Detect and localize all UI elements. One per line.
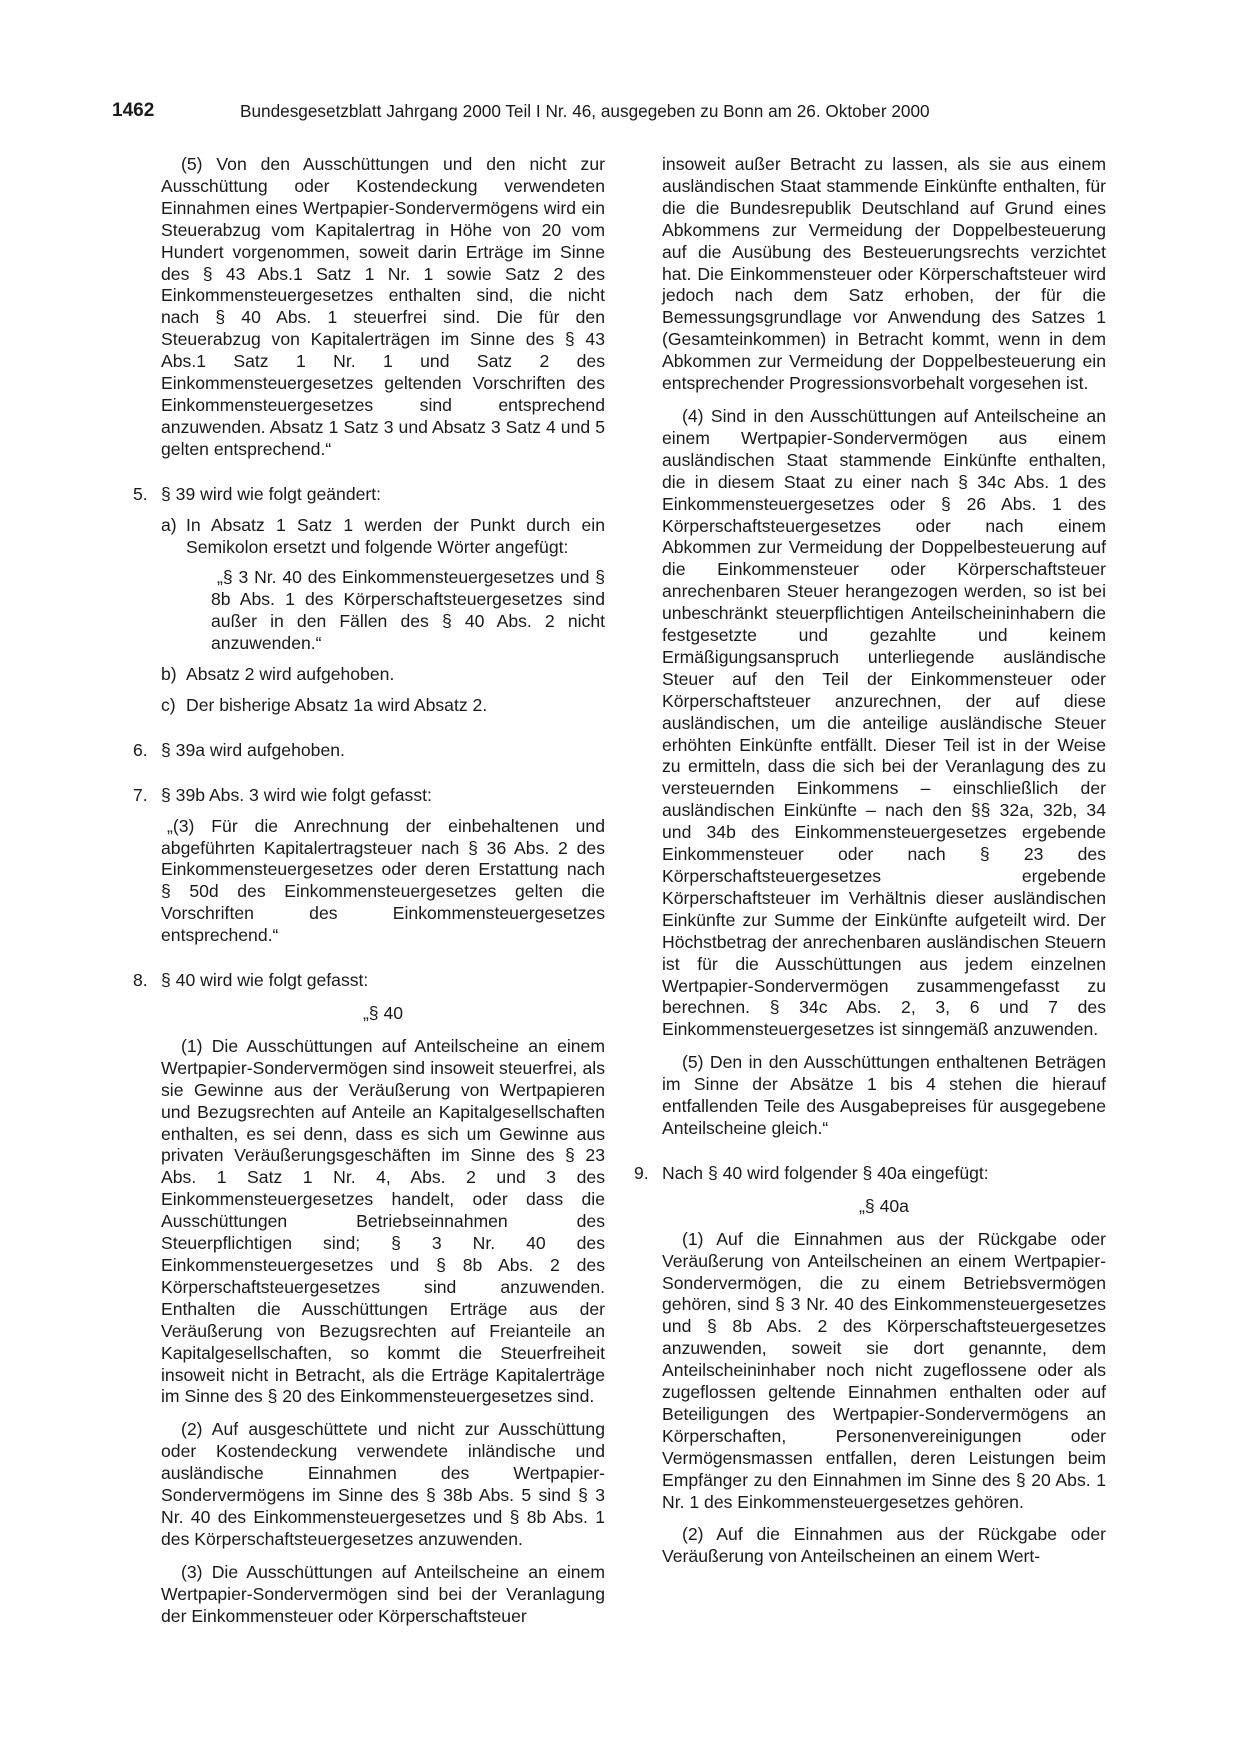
- gazette-header-title: Bundesgesetzblatt Jahrgang 2000 Teil I Nr. 46, ausgegeben zu Bonn am 26. Oktober 2000: [240, 101, 930, 121]
- sub-item-label: b): [161, 664, 177, 685]
- item-text: § 39 wird wie folgt geändert:: [161, 483, 382, 504]
- item-number: 7.: [133, 784, 148, 805]
- section-title: „§ 40: [362, 1003, 404, 1023]
- sub-item-text: Der bisherige Absatz 1a wird Absatz 2.: [186, 694, 488, 715]
- item-number: 6.: [133, 739, 148, 760]
- amendment-quote: „(3) Für die Anrechnung der einbehaltenen und abgeführten Kapitalertragsteuer nach § 36 Abs. 2 des Einkommensteuergesetzes oder deren Erstattung nach § 50d des Einkommensteuergesetzes gelten die Vorschriften des Einkommensteuergesetzes entsprechend.“: [161, 815, 605, 946]
- page-header: [112, 100, 1112, 130]
- page-number: 1462: [112, 100, 155, 121]
- section-paragraph-3: (3) Die Ausschüttungen auf Anteilscheine an einem Wertpapier-Sondervermögen sind bei der Veranlagung der Einkommensteuer oder Körperschaftsteuer: [161, 1561, 605, 1626]
- section-paragraph-1: (1) Auf die Einnahmen aus der Rückgabe oder Veräußerung von Anteilscheinen an einem Wertpapier-Sondervermögen, die zu einem Betriebsvermögen gehören, sind § 3 Nr. 40 des Einkommensteuergesetzes und § 8b Abs. 2 des Körperschaftsteuergesetzes anzuwenden, soweit sie dort genannte, dem Anteilscheininhaber noch nicht zugeflossene oder als zugeflossen geltende Einnahmen enthalten oder auf Beteiligungen des Wertpapier-Sondervermögens an Körperschaften, Personenvereinigungen oder Vermögensmassen entfallen, deren Leistungen beim Empfänger zu den Einnahmen im Sinne des § 20 Abs. 1 Nr. 1 des Einkommensteuergesetzes gehören.: [662, 1228, 1106, 1512]
- section-paragraph-2: (2) Auf ausgeschüttete und nicht zur Ausschüttung oder Kostendeckung verwendete inländische und ausländische Einnahmen des Wertpapier-Sondervermögens im Sinne des § 38b Abs. 5 sind § 3 Nr. 40 des Einkommensteuergesetzes und § 8b Abs. 1 des Körperschaftsteuergesetzes anzuwenden.: [161, 1419, 605, 1549]
- list-item-8: [133, 970, 605, 992]
- sub-item-text: Absatz 2 wird aufgehoben.: [186, 664, 395, 685]
- list-item-9: [634, 1162, 1106, 1185]
- amendment-quote: „§ 3 Nr. 40 des Einkommensteuergesetzes und § 8b Abs. 1 des Körperschaftsteuergesetzes sind außer in den Fällen des § 40 Abs. 2 nicht anzuwenden.“: [211, 567, 605, 654]
- sub-item-label: a): [161, 514, 177, 535]
- section-paragraph-4: (4) Sind in den Ausschüttungen auf Anteilscheine an einem Wertpapier-Sondervermögen aus einem ausländischen Staat stammende Einkünfte enthalten, die in diesem Staat zu einer nach § 34c Abs. 1 des Einkommensteuergesetzes oder § 26 Abs. 1 des Körperschaftsteuergesetzes oder nach einem Abkommen zur Vermeidung der Doppelbesteuerung auf die Einkommensteuer oder Körperschaftsteuer anrechenbaren Steuer herangezogen werden, so ist bei unbeschränkt steuerpflichtigen Anteilscheininhabern die festgesetzte und gezahlte und keinem Ermäßigungsanspruch unterliegende ausländische Steuer auf den Teil der Einkommensteuer oder Körperschaftsteuer anzurechnen, der auf diese ausländischen, um die anteilige ausländische Steuer erhöhten Einkünfte entfällt. Dieser Teil ist in der Weise zu ermitteln, dass die sich bei der Veranlagung des zu versteuernden Einkommens – einschließlich der ausländischen Einkünfte – nach den §§ 32a, 32b, 34 und 34b des Einkommensteuergesetzes ergebende Einkommensteuer oder nach § 23 des Körperschaftsteuergesetzes ergebende Körperschaftsteuer im Verhältnis dieser ausländischen Einkünfte zur Summe der Einkünfte aufgeteilt wird. Der Höchstbetrag der anrechenbaren ausländischen Steuern ist für die Ausschüttungen aus jedem einzelnen Wertpapier-Sondervermögen zusammengefasst zu berechnen. § 34c Abs. 2, 3, 6 und 7 des Einkommensteuergesetzes ist sinngemäß anzuwenden.: [662, 405, 1106, 1040]
- item-text: Nach § 40 wird folgender § 40a eingefügt:: [662, 1162, 989, 1183]
- list-item-6: [133, 739, 605, 762]
- section-title: „§ 40a: [859, 1195, 909, 1216]
- section-paragraph-3-continued: insoweit außer Betracht zu lassen, als sie aus einem ausländischen Staat stammende Einkünfte enthalten, für die die Bundesrepublik Deutschland auf Grund eines Abkommens zur Vermeidung der Doppelbesteuerung auf die Ausübung des Besteuerungsrechts verzichtet hat. Die Einkommensteuer oder Körperschaftsteuer wird jedoch nach dem Satz erhoben, der für die Bemessungsgrundlage vor Anwendung des Satzes 1 (Gesamteinkommen) in Betracht kommt, wenn in dem Abkommen zur Vermeidung der Doppelbesteuerung ein entsprechender Progressionsvorbehalt vorgesehen ist.: [662, 154, 1106, 394]
- right-column: [634, 154, 1106, 1568]
- item-text: § 39a wird aufgehoben.: [161, 739, 345, 760]
- sub-item-b: [161, 664, 605, 686]
- item-text: § 39b Abs. 3 wird wie folgt gefasst:: [161, 784, 432, 805]
- section-paragraph-2: (2) Auf die Einnahmen aus der Rückgabe oder Veräußerung von Anteilscheinen an einem Wert-: [662, 1524, 1106, 1567]
- sub-item-a: [161, 515, 605, 559]
- left-column: [133, 154, 605, 1627]
- paragraph-5: (5) Von den Ausschüttungen und den nicht zur Ausschüttung oder Kostendeckung verwendeten Einnahmen eines Wertpapier-Sondervermögens wird ein Steuerabzug vom Kapitalertrag in Höhe von 20 vom Hundert vorgenommen, soweit darin Erträge im Sinne des § 43 Abs.1 Satz 1 Nr. 1 sowie Satz 2 des Einkommensteuergesetzes enthalten sind, die nicht nach § 40 Abs. 1 steuerfrei sind. Die für den Steuerabzug von Kapitalerträgen im Sinne des § 43 Abs.1 Satz 1 Nr. 1 und Satz 2 des Einkommensteuergesetzes geltenden Vorschriften des Einkommensteuergesetzes sind entsprechend anzuwenden. Absatz 1 Satz 3 und Absatz 3 Satz 4 und 5 gelten entsprechend.“: [161, 154, 605, 459]
- item-number: 5.: [133, 483, 148, 504]
- item-number: 8.: [133, 970, 148, 991]
- sub-item-label: c): [161, 694, 176, 715]
- sub-item-text: In Absatz 1 Satz 1 werden der Punkt durch ein Semikolon ersetzt und folgende Wörter angefügt:: [186, 514, 605, 557]
- item-text: § 40 wird wie folgt gefasst:: [161, 970, 369, 991]
- section-paragraph-1: (1) Die Ausschüttungen auf Anteilscheine an einem Wertpapier-Sondervermögen sind insoweit steuerfrei, als sie Gewinne aus der Veräußerung von Wertpapieren und Bezugsrechten auf Anteile an Kapitalgesellschaften enthalten, es sei denn, dass es sich um Gewinne aus privaten Veräußerungsgeschäften im Sinne des § 23 Abs. 1 Satz 1 Nr. 4, Abs. 2 und 3 des Einkommensteuergesetzes handelt, oder dass die Ausschüttungen Betriebseinnahmen des Steuerpflichtigen sind; § 3 Nr. 40 des Einkommensteuergesetzes und § 8b Abs. 2 des Körperschaftsteuergesetzes sind anzuwenden. Enthalten die Ausschüttungen Erträge aus der Veräußerung von Bezugsrechten auf Freianteile an Kapitalgesellschaften, so kommt die Steuerfreiheit insoweit nicht in Betracht, als die Erträge Kapitalerträge im Sinne des § 20 des Einkommensteuergesetzes sind.: [161, 1035, 605, 1407]
- item-number: 9.: [634, 1162, 649, 1183]
- list-item-7: [133, 784, 605, 807]
- section-paragraph-5: (5) Den in den Ausschüttungen enthaltenen Beträgen im Sinne der Absätze 1 bis 4 stehen die hierauf entfallenden Teile des Ausgabepreises für ausgegebene Anteilscheine gleich.“: [662, 1052, 1106, 1138]
- list-item-5: [133, 483, 605, 506]
- sub-item-c: [161, 695, 605, 717]
